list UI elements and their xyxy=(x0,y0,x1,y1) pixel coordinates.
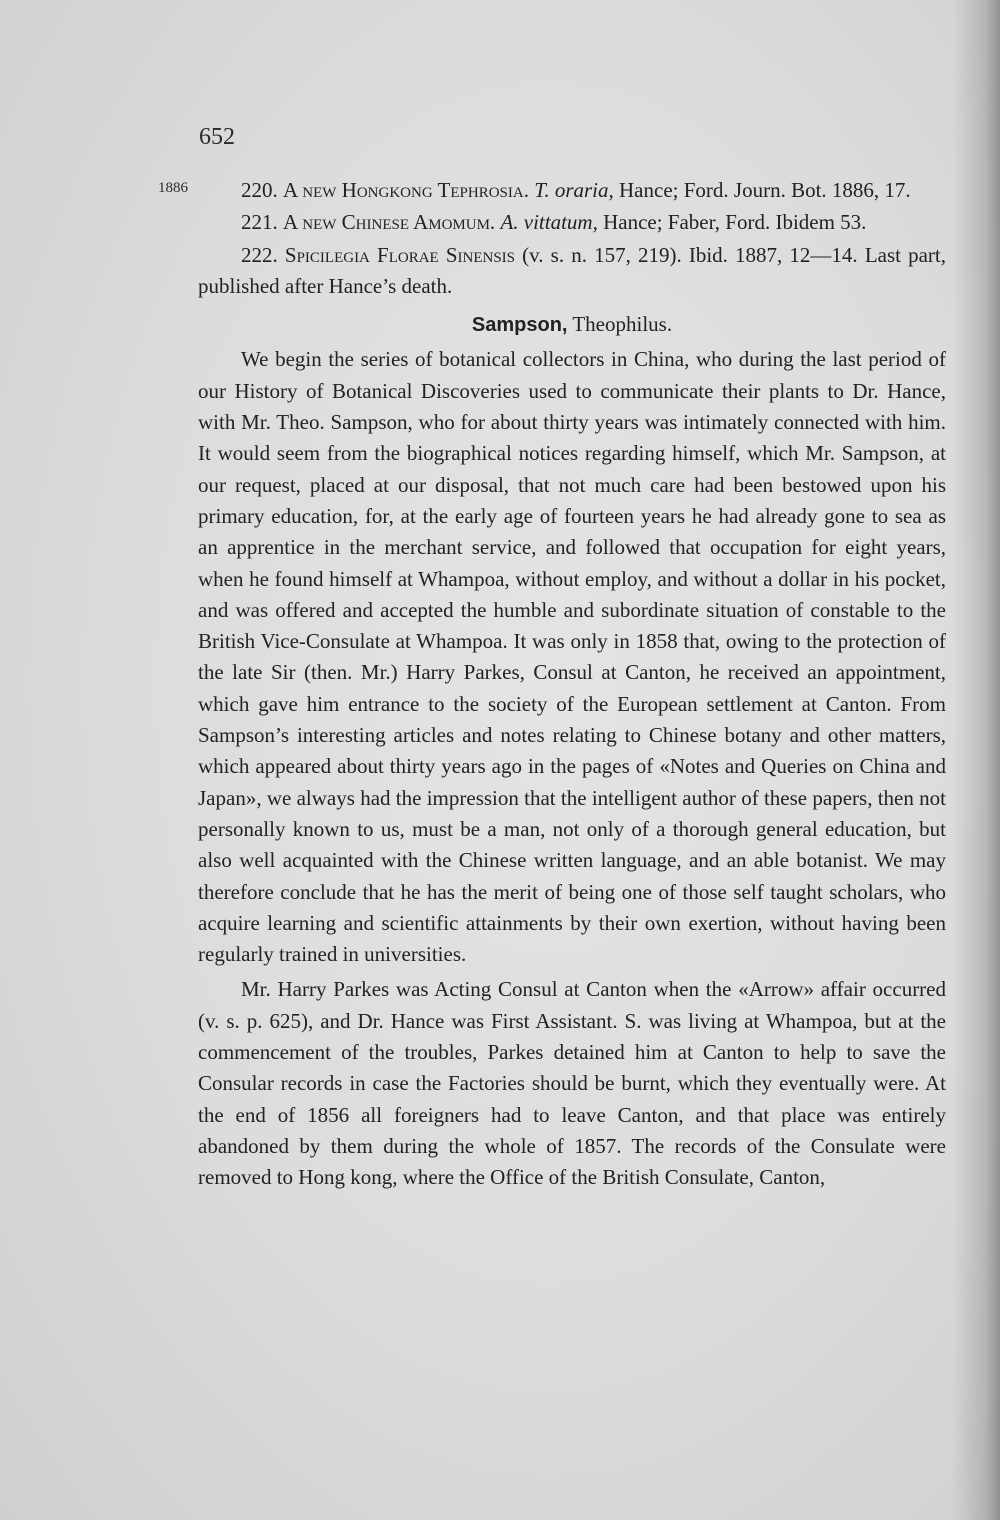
page-content xyxy=(198,175,946,1194)
section-heading xyxy=(198,309,946,341)
entry-number: 220. xyxy=(241,178,278,202)
entry-221 xyxy=(198,207,946,238)
entry-citation: (v. s. n. 157, 219). Ibid. 1887, 12—14. Last part, published after Hance’s death. xyxy=(198,242,947,298)
margin-year: 1886 xyxy=(158,180,188,196)
heading-given-name: Theophilus. xyxy=(567,312,673,337)
entry-title: A new Hongkong Tephrosia. xyxy=(283,178,529,202)
entry-citation: Hance; Faber, Ford. Ibidem 53. xyxy=(597,210,867,235)
body-paragraph: We begin the series of botanical collectors in China, who during the last period of our History of Botanical Discoveries used to communicate their plants to Dr. Hance, with Mr. Theo. Sampson, who for about thirty years was intimately connected with him. It would seem from the biographical notices regarding himself, which Mr. Sampson, at our request, placed at our disposal, that not much care had been bestowed upon his primary education, for, at the early age of fourteen years he had already gone to sea as an apprentice in the merchant service, and followed that occupation for eight years, when he found himself at Whampoa, without employ, and without a dollar in his pocket, and was offered and accepted the humble and subordinate situation of constable to the British Vice-Consulate at Whampoa. It was only in 1858 that, owing to the protection of the late Sir (then. Mr.) Harry Parkes, Consul at Canton, he received an appointment, which gave him entrance to the society of the European settlement at Canton. From Sampson’s interesting articles and notes relating to Chinese botany and other matters, which appeared about thirty years ago in the pages of «Notes and Queries on China and Japan», we always had the impression that the intelligent author of these papers, then not personally known to us, must be a man, not only of a thorough general education, but also well acquainted with the Chinese written language, and an able botanist. We may therefore conclude that he has the merit of being one of those self taught scholars, who acquire learning and scientific attainments by their own exertion, without having been regularly trained in universities. xyxy=(198,347,946,967)
entry-title: A new Chinese Amomum. xyxy=(283,210,496,235)
entry-number: 221. xyxy=(241,210,278,235)
entry-220 xyxy=(198,175,946,206)
entry-number: 222. xyxy=(241,242,278,267)
page-number: 652 xyxy=(199,124,235,150)
entry-title: Spicilegia Florae Sinensis xyxy=(284,242,516,267)
entry-222 xyxy=(198,240,946,303)
page-edge-shadow xyxy=(952,0,1000,1520)
heading-surname: Sampson, xyxy=(471,314,568,337)
entry-citation: Hance; Ford. Journ. Bot. 1886, 17. xyxy=(613,178,911,202)
entry-species: T. oraria, xyxy=(534,178,614,202)
body-paragraph: Mr. Harry Parkes was Acting Consul at Canton when the «Arrow» affair occurred (v. s. p. 625), and Dr. Hance was First Assistant. S. was living at Whampoa, but at the commencement of the troubles, Parkes detained him at Canton to help to save the Consular records in case the Factories should be burnt, which they eventually were. At the end of 1856 all foreigners had to leave Canton, and that place was entirely abandoned by them during the whole of 1857. The records of the Consulate were removed to Hong kong, where the Office of the British Consulate, Canton, xyxy=(198,977,946,1190)
entry-species: A. vittatum, xyxy=(500,210,598,235)
